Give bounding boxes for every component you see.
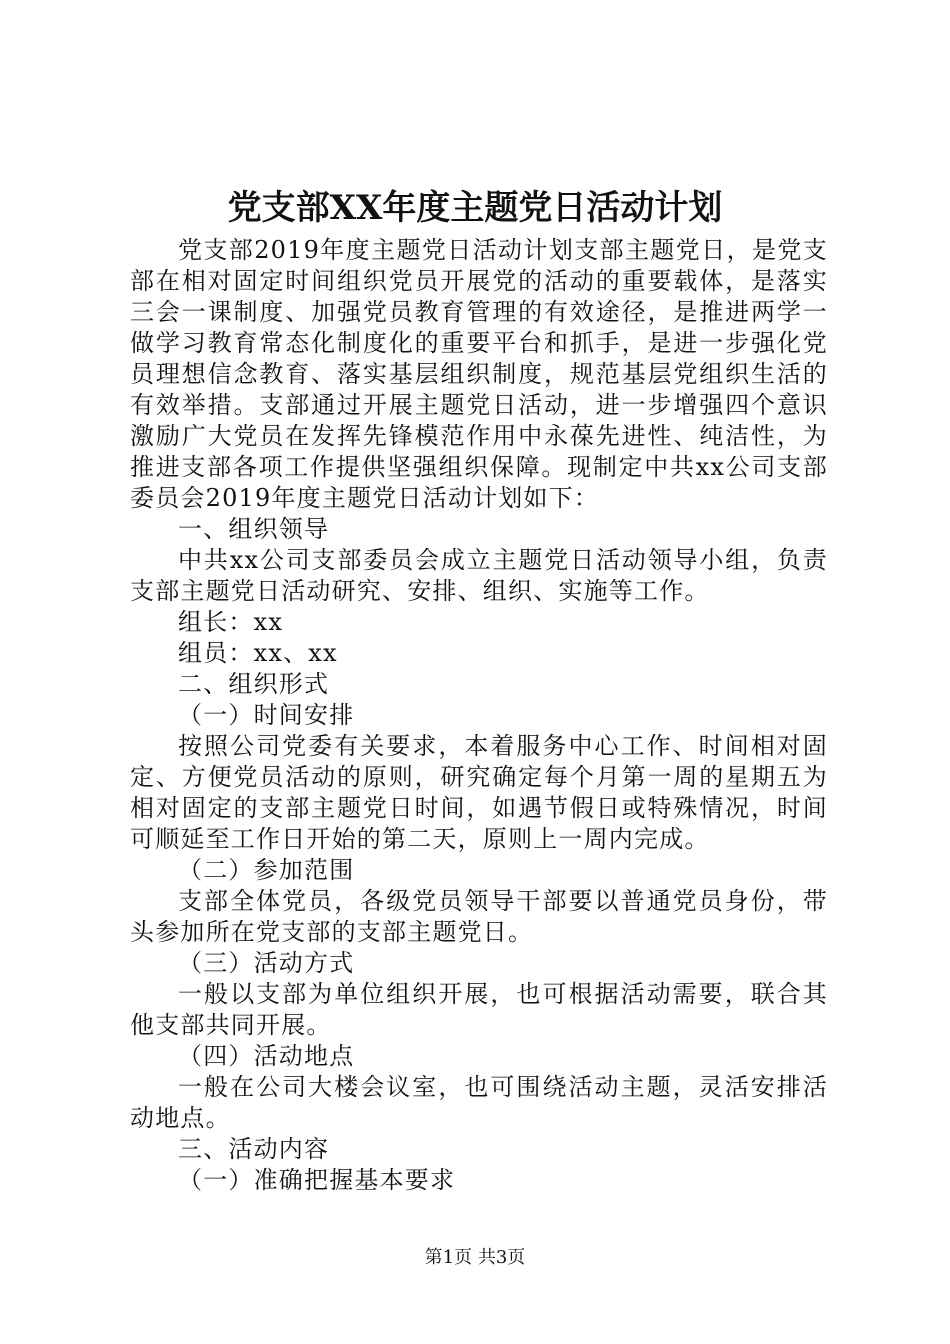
method-paragraph: 一般以支部为单位组织开展，也可根据活动需要，联合其他支部共同开展。: [130, 980, 828, 1039]
members-line: 组员：xx、xx: [178, 639, 338, 667]
document-body: [130, 235, 828, 1196]
section-heading-content: 三、活动内容: [178, 1135, 330, 1163]
organization-paragraph: 中共xx公司支部委员会成立主题党日活动领导小组，负责支部主题党日活动研究、安排、组织、实施等工作。: [130, 546, 828, 605]
subheading-place: （四）活动地点: [178, 1042, 355, 1070]
subheading-method: （三）活动方式: [178, 949, 355, 977]
subheading-time: （一）时间安排: [178, 701, 355, 729]
scope-paragraph: 支部全体党员，各级党员领导干部要以普通党员身份，带头参加所在党支部的支部主题党日。: [130, 887, 828, 946]
section-heading-form: 二、组织形式: [178, 670, 330, 698]
subheading-scope: （二）参加范围: [178, 856, 355, 884]
document-title: 党支部XX年度主题党日活动计划: [227, 188, 723, 228]
section-heading-organization: 一、组织领导: [178, 515, 330, 543]
page-footer: 第1页 共3页: [424, 1247, 526, 1268]
intro-paragraph: 党支部2019年度主题党日活动计划支部主题党日，是党支部在相对固定时间组织党员开展党的活动的重要载体，是落实三会一课制度、加强党员教育管理的有效途径，是推进两学一做学习教育常态化制度化的重要平台和抓手，是进一步强化党员理想信念教育、落实基层组织制度，规范基层党组织生活的有效举措。支部通过开展主题党日活动，进一步增强四个意识激励广大党员在发挥先锋模范作用中永葆先进性、纯洁性，为推进支部各项工作提供坚强组织保障。现制定中共xx公司支部委员会2019年度主题党日活动计划如下：: [130, 236, 828, 512]
time-paragraph: 按照公司党委有关要求，本着服务中心工作、时间相对固定、方便党员活动的原则，研究确定每个月第一周的星期五为相对固定的支部主题党日时间，如遇节假日或特殊情况，时间可顺延至工作日开始的第二天，原则上一周内完成。: [130, 732, 828, 853]
place-paragraph: 一般在公司大楼会议室，也可围绕活动主题，灵活安排活动地点。: [130, 1073, 828, 1132]
subheading-requirements: （一）准确把握基本要求: [178, 1166, 456, 1194]
leader-line: 组长：xx: [178, 608, 284, 636]
